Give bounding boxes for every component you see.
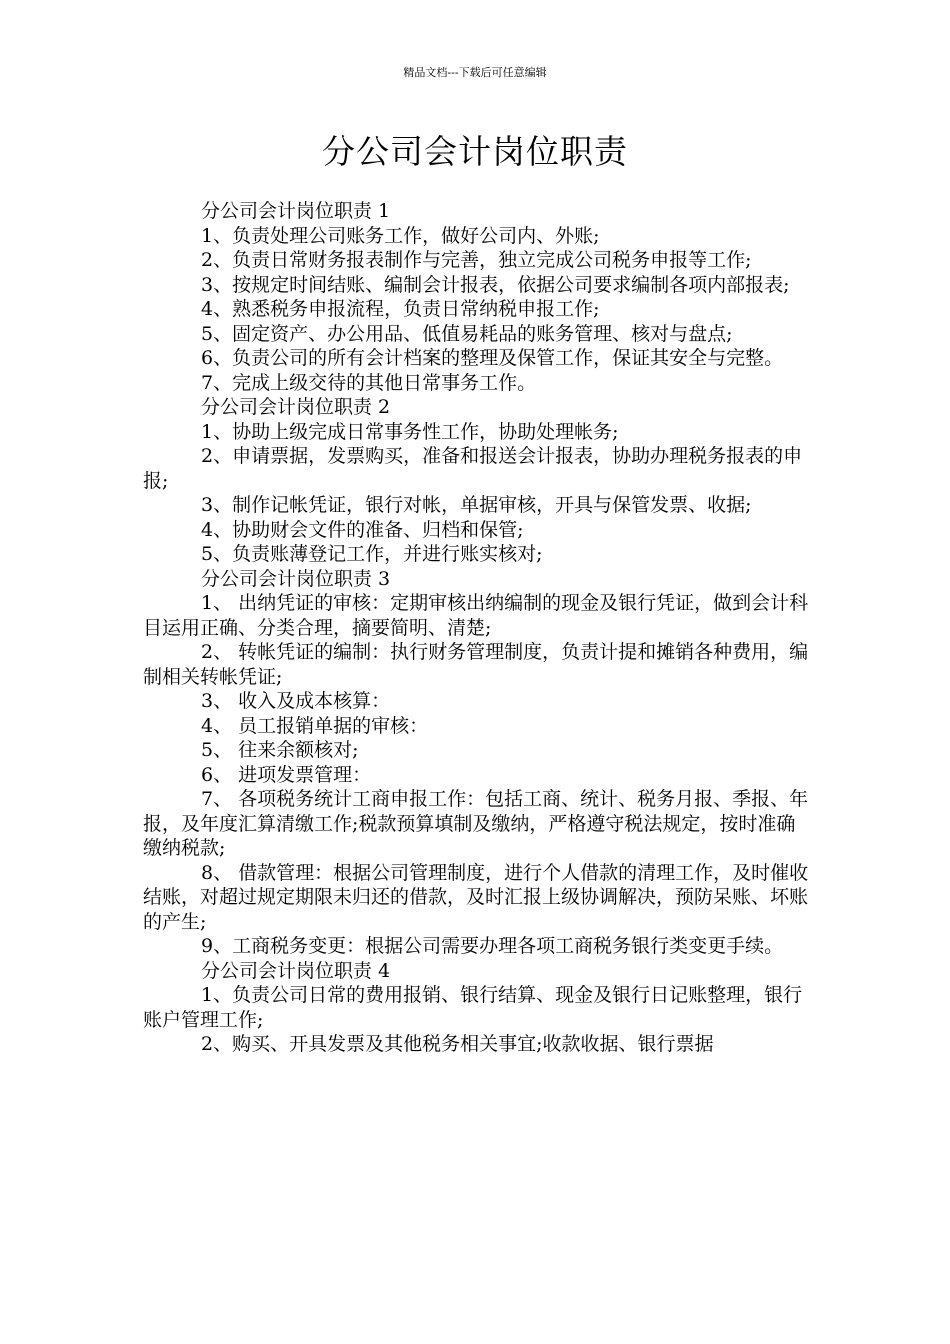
section-heading: 分公司会计岗位职责 4	[201, 959, 391, 982]
paragraph: 6、负责公司的所有会计档案的整理及保管工作，保证其安全与完整。	[201, 347, 784, 369]
paragraph: 3、按规定时间结账、编制会计报表，依据公司要求编制各项内部报表;	[201, 273, 790, 296]
paragraph: 4、熟悉税务申报流程，负责日常纳税申报工作;	[201, 298, 600, 320]
paragraph: 2、负责日常财务报表制作与完善，独立完成公司税务申报等工作;	[201, 249, 752, 271]
paragraph: 8、 借款管理：根据公司管理制度，进行个人借款的清理工作，及时催收结账，对超过规定期限未归还的借款，及时汇报上级协调解决，预防呆账、坏账的产生;	[143, 861, 809, 933]
paragraph: 1、负责公司日常的费用报销、银行结算、现金及银行日记账整理，银行账户管理工作;	[143, 984, 803, 1031]
paragraph: 6、 进项发票管理：	[201, 763, 372, 786]
document-title: 分公司会计岗位职责	[322, 132, 628, 171]
paragraph: 1、负责处理公司账务工作，做好公司内、外账;	[201, 224, 600, 247]
paragraph: 2、 转帐凭证的编制：执行财务管理制度，负责计提和摊销各种费用，编制相关转帐凭证;	[143, 641, 809, 688]
paragraph: 5、 往来余额核对;	[201, 739, 359, 761]
document-body	[143, 199, 811, 1057]
paragraph: 7、 各项税务统计工商申报工作：包括工商、统计、税务月报、季报、年报，及年度汇算清缴工作;税款预算填制及缴纳，严格遵守税法规定，按时准确缴纳税款;	[143, 788, 809, 859]
paragraph: 1、 出纳凭证的审核：定期审核出纳编制的现金及银行凭证，做到会计科目运用正确、分类合理，摘要简明、清楚;	[143, 592, 809, 639]
paragraph: 3、 收入及成本核算：	[201, 690, 391, 712]
paragraph: 1、协助上级完成日常事务性工作，协助处理帐务;	[201, 420, 619, 443]
header-note: 精品文档---下载后可任意编辑	[403, 66, 547, 79]
section-heading: 分公司会计岗位职责 2	[201, 396, 391, 418]
section-heading: 分公司会计岗位职责 3	[201, 567, 391, 590]
paragraph: 5、固定资产、办公用品、低值易耗品的账务管理、核对与盘点;	[201, 322, 733, 345]
paragraph: 3、制作记帐凭证，银行对帐，单据审核，开具与保管发票、收据;	[201, 494, 752, 516]
section-heading: 分公司会计岗位职责 1	[201, 200, 391, 222]
paragraph: 2、申请票据，发票购买，准备和报送会计报表，协助办理税务报表的申报;	[143, 445, 803, 492]
paragraph: 4、协助财会文件的准备、归档和保管;	[201, 518, 524, 541]
paragraph: 4、 员工报销单据的审核：	[201, 714, 429, 737]
paragraph: 2、购买、开具发票及其他税务相关事宜;收款收据、银行票据	[201, 1033, 714, 1055]
paragraph: 5、负责账薄登记工作，并进行账实核对;	[201, 543, 543, 565]
paragraph: 7、完成上级交待的其他日常事务工作。	[201, 371, 537, 394]
paragraph: 9、工商税务变更：根据公司需要办理各项工商税务银行类变更手续。	[201, 935, 784, 957]
